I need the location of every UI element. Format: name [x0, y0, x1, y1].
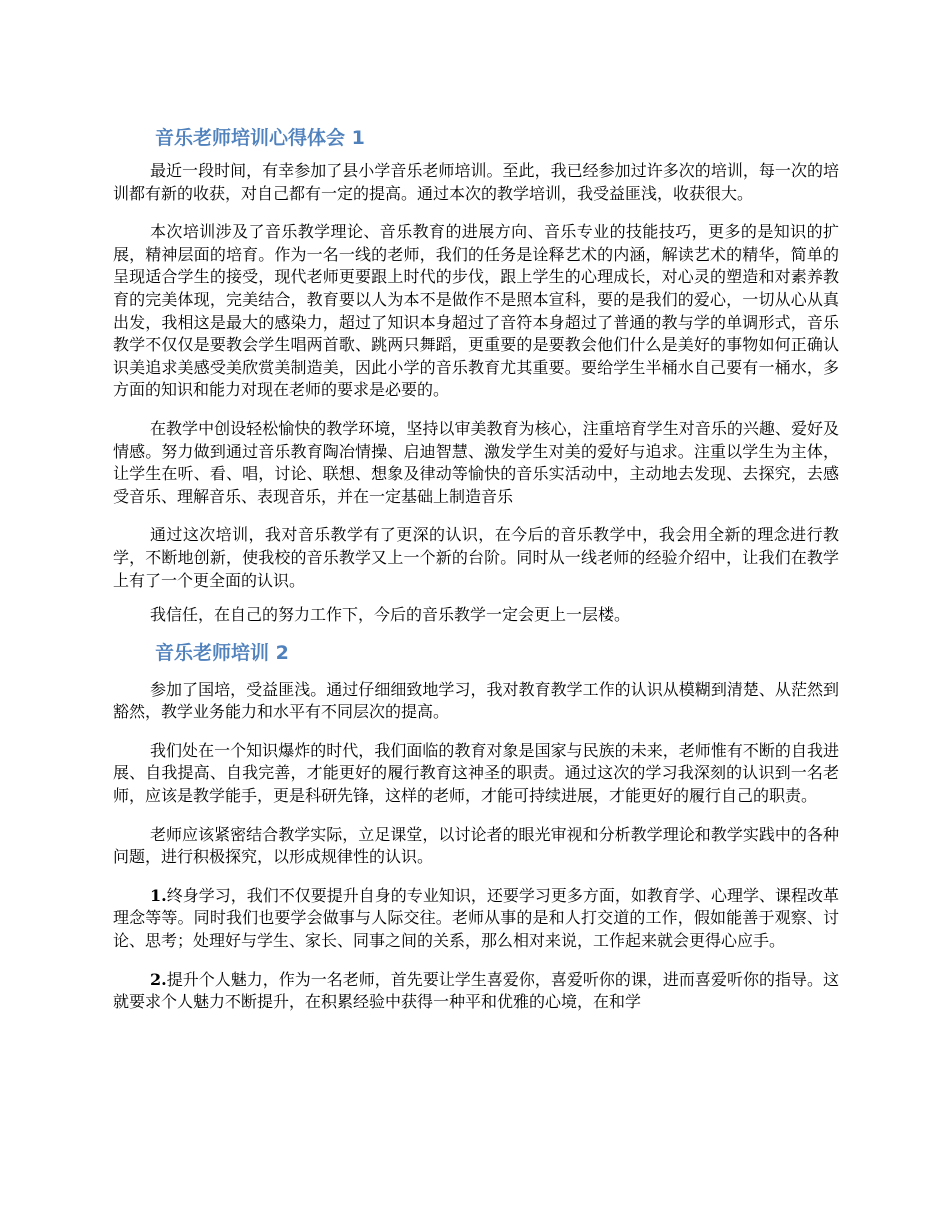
section-1-title: 音乐老师培训心得体会 1: [155, 127, 365, 149]
item-number: 1.: [150, 885, 167, 905]
section-2-item-1: [113, 885, 839, 953]
item-number: 2.: [150, 969, 167, 989]
section-1-paragraph-1: 最近一段时间，有幸参加了县小学音乐老师培训。至此，我已经参加过许多次的培训，每一次的培训都有新的收获，对自己都有一定的提高。通过本次的教学培训，我受益匪浅，收获很大。: [113, 161, 839, 203]
section-2-paragraph-2: 我们处在一个知识爆炸的时代，我们面临的教育对象是国家与民族的未来，老师惟有不断的自我进展、自我提高、自我完善，才能更好的履行教育这神圣的职责。通过这次的学习我深刻的认识到一名老师，应该是教学能手，更是科研先锋，这样的老师，才能可持续进展，才能更好的履行自己的职责。: [113, 740, 839, 806]
section-2-paragraph-3: 老师应该紧密结合教学实际，立足课堂，以讨论者的眼光审视和分析教学理论和教学实践中的各种问题，进行积极探究，以形成规律性的认识。: [113, 824, 839, 867]
section-2-item-2: [113, 969, 839, 1014]
item-text: 终身学习，我们不仅要提升自身的专业知识，还要学习更多方面，如教育学、心理学、课程改革理念等等。同时我们也要学会做事与人际交往。老师从事的是和人打交道的工作，假如能善于观察、讨论、思考；处理好与学生、家长、同事之间的关系，那么相对来说，工作起来就会更得心应手。: [113, 885, 839, 951]
section-1-paragraph-3: 在教学中创设轻松愉快的教学环境，坚持以审美教育为核心，注重培育学生对音乐的兴趣、爱好及情感。努力做到通过音乐教育陶冶情操、启迪智慧、激发学生对美的爱好与追求。注重以学生为主体，让学生在听、看、唱，讨论、联想、想象及律动等愉快的音乐实活动中，主动地去发现、去探究，去感受音乐、理解音乐、表现音乐，并在一定基础上制造音乐: [113, 418, 839, 506]
section-2-paragraph-1: 参加了国培，受益匪浅。通过仔细细致地学习，我对教育教学工作的认识从模糊到清楚、从茫然到豁然，教学业务能力和水平有不同层次的提高。: [113, 679, 839, 722]
section-1-paragraph-5: 我信任，在自己的努力工作下，今后的音乐教学一定会更上一层楼。: [150, 605, 631, 625]
document-body: [113, 124, 839, 1030]
section-1-paragraph-2: 本次培训涉及了音乐教学理论、音乐教育的进展方向、音乐专业的技能技巧，更多的是知识的扩展，精神层面的培育。作为一名一线的老师，我们的任务是诠释艺术的内涵，解读艺术的精华，简单的呈现适合学生的接受，现代老师更要跟上时代的步伐，跟上学生的心理成长，对心灵的塑造和对素养教育的完美体现，完美结合，教育要以人为本不是做作不是照本宣科，要的是我们的爱心，一切从心从真出发，我相这是最大的感染力，超过了知识本身超过了音符本身超过了普通的教与学的单调形式，音乐教学不仅仅是要教会学生唱两首歌、跳两只舞蹈，更重要的是要教会他们什么是美好的事物如何正确认识美追求美感受美欣赏美制造美，因此小学的音乐教育尤其重要。要给学生半桶水自己要有一桶水，多方面的知识和能力对现在老师的要求是必要的。: [113, 222, 839, 400]
section-1-paragraph-4: 通过这次培训，我对音乐教学有了更深的认识，在今后的音乐教学中，我会用全新的理念进行教学，不断地创新，使我校的音乐教学又上一个新的台阶。同时从一线老师的经验介绍中，让我们在教学上有了一个更全面的认识。: [113, 525, 839, 590]
item-text: 提升个人魅力，作为一名老师，首先要让学生喜爱你，喜爱听你的课，进而喜爱听你的指导。这就要求个人魅力不断提升，在积累经验中获得一种平和优雅的心境，在和学: [113, 969, 839, 1012]
section-2-title: 音乐老师培训 2: [155, 641, 289, 664]
